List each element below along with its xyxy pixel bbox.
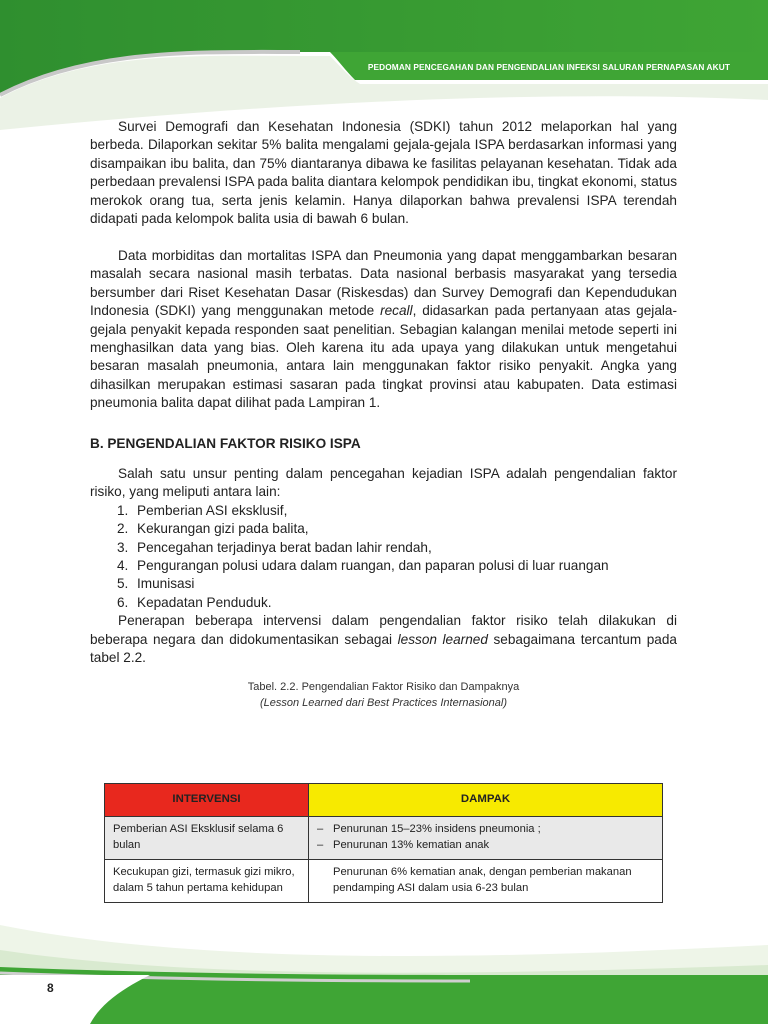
intervention-table <box>104 783 663 903</box>
page-header <box>0 0 768 130</box>
page-footer <box>0 905 768 1024</box>
caption-subtitle: (Lesson Learned dari Best Practices Internasional) <box>259 697 508 710</box>
table-cell-dampak <box>309 817 663 860</box>
table-row <box>105 817 663 860</box>
paragraph-text: Data morbiditas dan mortalitas ISPA dan Pneumonia yang dapat menggambarkan besaran masalah secara nasional masih terbatas. Data nasional berbasis masyarakat yang tersedia bersumber dari Riset Kesehatan Dasar (Riskesdas) dan Survey Demografi dan Kependudukan Indonesia (SDKI) yang menggunakan metode <box>90 247 677 319</box>
list-item: 4. Pengurangan polusi udara dalam ruangan, dan paparan polusi di luar ruangan <box>117 558 609 574</box>
page-number: 8 <box>47 981 54 995</box>
paragraph-sdki: Survei Demografi dan Kesehatan Indonesia (SDKI) tahun 2012 melaporkan hal yang berbeda. Dilaporkan sekitar 5% balita mengalami gejala-gejala ISPA berdasarkan informasi yang disampaikan ibu balita, dan 75% diantaranya dibawa ke fasilitas pelayanan kesehatan. Tidak ada perbedaan prevalensi ISPA pada balita diantara kelompok pendidikan ibu, tingkat ekonomi, status merokok orang tua, serta jenis kelamin. Hanya dilaporkan bahwa prevalensi ISPA terendah didapati pada kelompok balita usia di bawah 6 bulan. <box>90 119 677 227</box>
table-cell-intervensi: Pemberian ASI Eksklusif selama 6 bulan <box>105 817 309 860</box>
caption-title: Tabel. 2.2. Pengendalian Faktor Risiko dan Dampaknya <box>247 681 520 694</box>
dampak-line: – Penurunan 15–23% insidens pneumonia ; <box>317 823 541 835</box>
dampak-text: Penurunan 6% kematian anak, dengan pemberian makanan pendamping ASI dalam usia 6-23 bulan <box>333 866 632 894</box>
column-header-dampak: DAMPAK <box>309 784 663 817</box>
table-caption <box>90 679 677 711</box>
list-item: 2. Kekurangan gizi pada balita, <box>117 521 309 537</box>
dampak-line: – Penurunan 13% kematian anak <box>317 838 490 851</box>
section-heading: B. PENGENDALIAN FAKTOR RISIKO ISPA <box>90 435 361 451</box>
table-header-row <box>105 784 663 817</box>
footer-wave-decoration <box>0 905 768 1024</box>
list-item: 5. Imunisasi <box>117 576 195 592</box>
paragraph-text: , didasarkan pada pertanyaan atas gejala-gejala penyakit kepada responden saat penelitian. Sebagian kalangan menilai metode seperti ini menghasilkan data yang bias. Oleh karena itu ada upaya yang dilakukan untuk mengetahui besaran masalah pneumonia, antara lain menggunakan faktor risiko penyakit. Angka yang dihasilkan merupakan estimasi sasaran pada tingkat provinsi atau kabupaten. Data estimasi pneumonia balita dapat dilihat pada Lampiran 1. <box>90 303 677 411</box>
section-intro: Salah satu unsur penting dalam pencegahan kejadian ISPA adalah pengendalian faktor risiko, yang meliputi antara lain: <box>90 466 677 500</box>
list-item: 1. Pemberian ASI eksklusif, <box>117 502 288 518</box>
running-header-title: PEDOMAN PENCEGAHAN DAN PENGENDALIAN INFEKSI SALURAN PERNAPASAN AKUT <box>367 62 730 72</box>
document-body <box>90 118 677 711</box>
list-item: 6. Kepadatan Penduduk. <box>117 594 272 610</box>
column-header-intervensi: INTERVENSI <box>105 784 309 817</box>
risk-factor-list <box>90 502 677 612</box>
table-row <box>105 860 663 903</box>
italic-term-recall: recall <box>380 303 413 319</box>
section-closing: Penerapan beberapa intervensi dalam pengendalian faktor risiko telah dilakukan di beberapa negara dan didokumentasikan sebagai lesson learned sebagaimana tercantum pada tabel 2.2. <box>90 613 677 666</box>
table-cell-dampak <box>309 860 663 903</box>
italic-term-lesson-learned: lesson learned <box>397 631 488 647</box>
table-cell-intervensi: Kecukupan gizi, termasuk gizi mikro, dalam 5 tahun pertama kehidupan <box>105 860 309 903</box>
paragraph-morbiditas <box>90 247 677 413</box>
list-item: 3. Pencegahan terjadinya berat badan lahir rendah, <box>117 539 432 555</box>
